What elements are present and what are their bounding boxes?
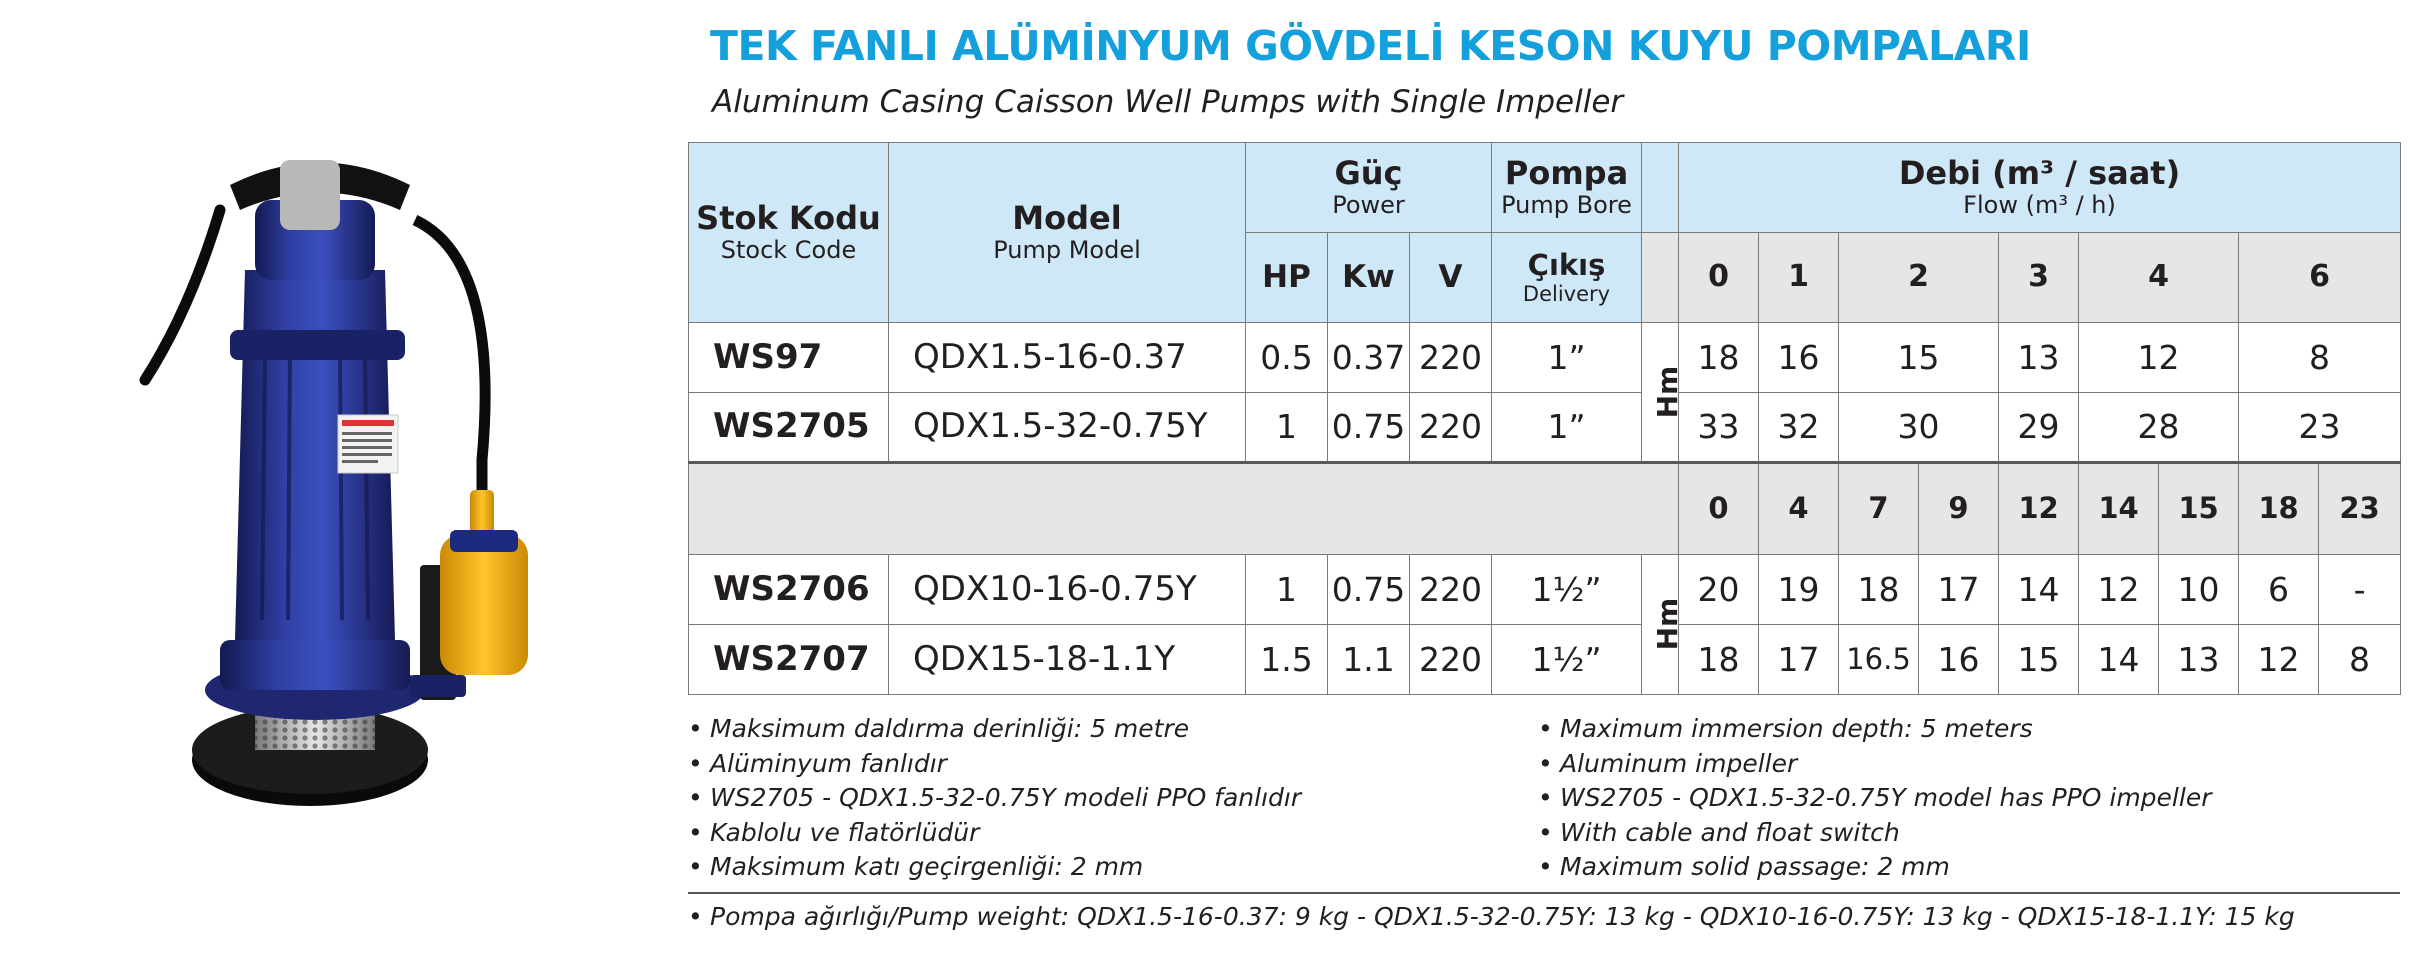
flow-value-header: 4 [1759,463,1839,555]
stock-code-header-tr: Stok Kodu [696,199,881,238]
power-header-tr: Güç [1334,154,1403,193]
hp-column-header: HP [1246,233,1328,323]
note-item: • Maximum solid passage: 2 mm [1538,850,2211,885]
voltage-cell: 220 [1410,323,1492,393]
head-cell: 10 [2159,555,2239,625]
head-cell: 8 [2319,625,2401,695]
flow-value-header: 1 [1759,233,1839,323]
flow-header [1679,143,2401,233]
flow-value-header: 3 [1999,233,2079,323]
kw-cell: 1.1 [1328,625,1410,695]
head-cell: 8 [2239,323,2401,393]
kw-cell: 0.75 [1328,393,1410,463]
pump-bore-header [1492,143,1642,233]
note-item: • Maksimum katı geçirgenliği: 2 mm [688,850,1301,885]
delivery-cell: 1½” [1492,625,1642,695]
head-cell: 15 [1839,323,1999,393]
model-cell: QDX10-16-0.75Y [889,555,1246,625]
pump-product-image [170,150,490,840]
table-row [689,393,2401,463]
head-cell: 23 [2239,393,2401,463]
flow-header-tr: Debi (m³ / saat) [1898,154,2181,193]
kw-cell: 0.37 [1328,323,1410,393]
note-item: • Kablolu ve flatörlüdür [688,816,1301,851]
model-cell: QDX1.5-16-0.37 [889,323,1246,393]
voltage-cell: 220 [1410,625,1492,695]
flow-value-header: 2 [1839,233,1999,323]
model-header-en: Pump Model [993,236,1141,265]
flow-value-header: 0 [1679,233,1759,323]
model-cell: QDX1.5-32-0.75Y [889,393,1246,463]
head-cell: 13 [1999,323,2079,393]
stock-code-cell: WS97 [689,323,889,393]
head-cell: 12 [2079,323,2239,393]
hm-spacer [1642,233,1679,323]
head-cell: 18 [1679,323,1759,393]
power-header-en: Power [1332,191,1405,220]
stock-code-cell: WS2706 [689,555,889,625]
delivery-header-en: Delivery [1522,282,1611,307]
head-unit-label [1642,555,1685,695]
flow-value-header: 6 [2239,233,2401,323]
flow-value-header: 15 [2159,463,2239,555]
pump-bore-header-tr: Pompa [1504,154,1629,193]
head-cell: 33 [1679,393,1759,463]
note-item: • Maximum immersion depth: 5 meters [1538,712,2211,747]
head-cell: 29 [1999,393,2079,463]
notes-list-turkish [688,712,1301,885]
note-item: • Maksimum daldırma derinliği: 5 metre [688,712,1301,747]
delivery-cell: 1” [1492,393,1642,463]
flow-value-header: 12 [1999,463,2079,555]
head-cell: 14 [2079,625,2159,695]
flow-value-header: 23 [2319,463,2401,555]
stock-code-header-en: Stock Code [720,236,857,265]
note-item: • Aluminum impeller [1538,747,2211,782]
note-item: • Alüminyum fanlıdır [688,747,1301,782]
hp-cell: 1 [1246,555,1328,625]
head-cell: 32 [1759,393,1839,463]
head-cell: 16 [1919,625,1999,695]
hm-header-spacer [1642,143,1679,233]
head-cell: 30 [1839,393,1999,463]
pump-bore-header-en: Pump Bore [1501,191,1632,220]
head-unit-label [1642,323,1685,463]
head-unit-text: Hm [1651,365,1685,419]
stock-code-cell: WS2707 [689,625,889,695]
head-cell: 12 [2239,625,2319,695]
flow-value-header: 9 [1919,463,1999,555]
head-cell: 6 [2239,555,2319,625]
kw-cell: 0.75 [1328,555,1410,625]
notes-divider [688,892,2400,894]
flow-value-header: 18 [2239,463,2319,555]
hp-cell: 1 [1246,393,1328,463]
head-cell: 12 [2079,555,2159,625]
head-cell: 15 [1999,625,2079,695]
flow-value-header: 14 [2079,463,2159,555]
power-header [1246,143,1492,233]
head-cell: 20 [1679,555,1759,625]
note-item: • WS2705 - QDX1.5-32-0.75Y modeli PPO fanlıdır [688,781,1301,816]
table-row [689,625,2401,695]
flow-value-header: 4 [2079,233,2239,323]
hp-cell: 0.5 [1246,323,1328,393]
voltage-cell: 220 [1410,555,1492,625]
head-cell: 14 [1999,555,2079,625]
voltage-cell: 220 [1410,393,1492,463]
pump-spec-table [688,142,2401,695]
notes-list-english [1538,712,2211,885]
stock-code-cell: WS2705 [689,393,889,463]
model-header [889,143,1246,323]
head-cell: 18 [1839,555,1919,625]
delivery-cell: 1” [1492,323,1642,393]
delivery-cell: 1½” [1492,555,1642,625]
table-row [689,555,2401,625]
hp-cell: 1.5 [1246,625,1328,695]
delivery-header-tr: Çıkış [1527,247,1606,282]
note-item: • WS2705 - QDX1.5-32-0.75Y model has PPO impeller [1538,781,2211,816]
kw-column-header: Kw [1328,233,1410,323]
page-title: TEK FANLI ALÜMİNYUM GÖVDELİ KESON KUYU POMPALARI [710,22,2031,70]
table-row [689,323,2401,393]
flow-value-header: 7 [1839,463,1919,555]
group-separator-band [689,463,1679,555]
head-cell: 16 [1759,323,1839,393]
model-cell: QDX15-18-1.1Y [889,625,1246,695]
flow-header-en: Flow (m³ / h) [1963,191,2116,220]
head-cell: - [2319,555,2401,625]
head-cell: 17 [1759,625,1839,695]
voltage-column-header: V [1410,233,1492,323]
head-cell: 17 [1919,555,1999,625]
head-cell: 19 [1759,555,1839,625]
flow-value-header: 0 [1679,463,1759,555]
page-subtitle: Aluminum Casing Caisson Well Pumps with Single Impeller [712,84,1624,120]
head-cell: 18 [1679,625,1759,695]
delivery-column-header [1492,233,1642,323]
stock-code-header [689,143,889,323]
pump-weight-note: • Pompa ağırlığı/Pump weight: QDX1.5-16-0.37: 9 kg - QDX1.5-32-0.75Y: 13 kg - QDX10-16-0.75Y: 13 kg - QDX15-18-1.1Y: 15 kg [688,900,2295,934]
note-item: • With cable and float switch [1538,816,2211,851]
head-cell: 13 [2159,625,2239,695]
head-cell: 28 [2079,393,2239,463]
head-unit-text: Hm [1651,598,1685,651]
model-header-tr: Model [1012,199,1122,238]
head-cell: 16.5 [1839,625,1919,695]
